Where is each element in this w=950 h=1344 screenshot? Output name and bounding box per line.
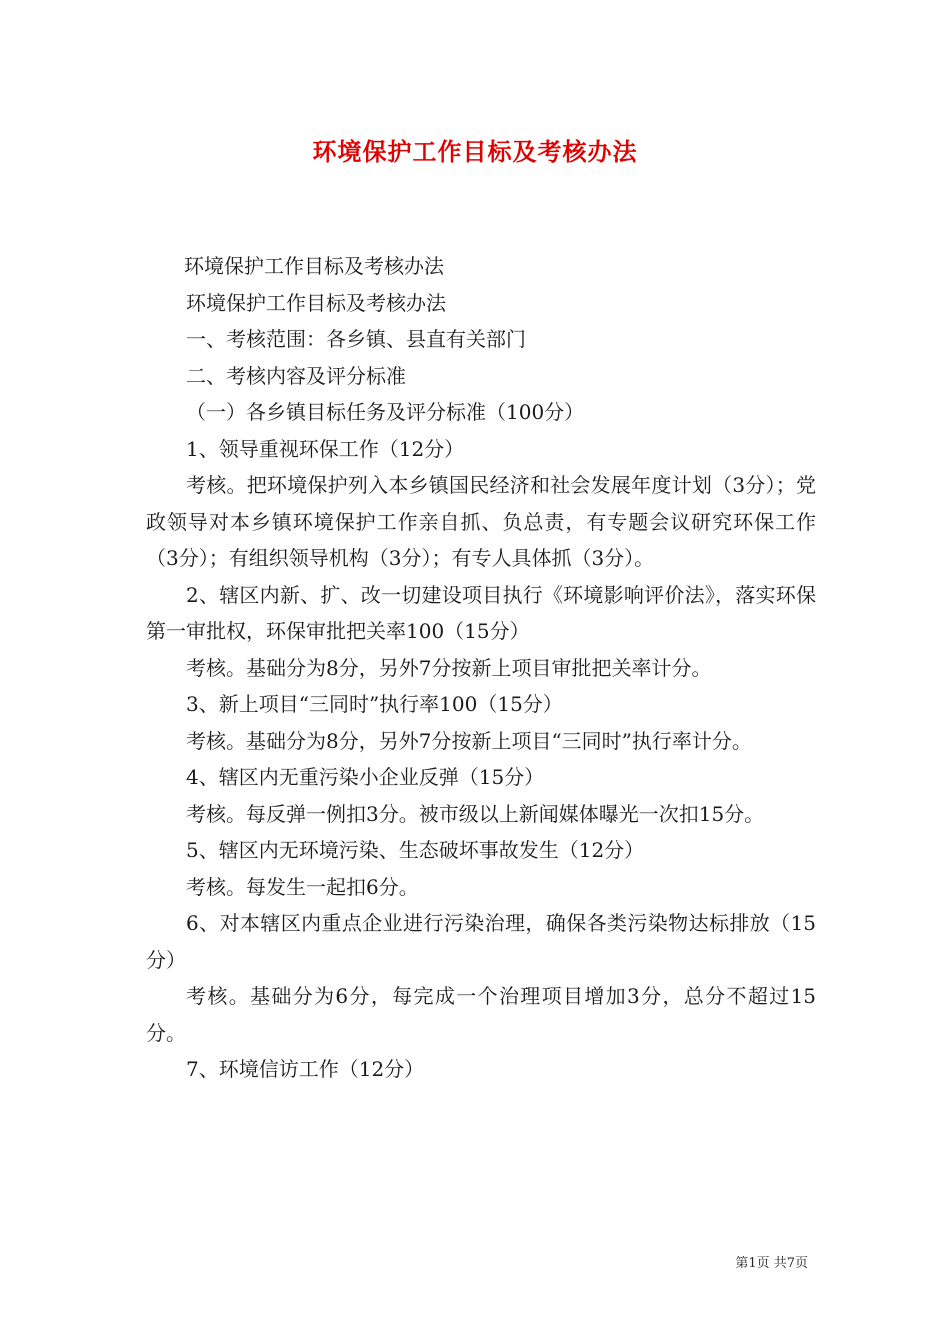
paragraph-item-2: 2、辖区内新、扩、改一切建设项目执行《环境影响评价法》，落实环保第一审批权，环保审批把关率100（15分） bbox=[146, 582, 816, 643]
page-number-footer: 第1页 共7页 bbox=[735, 1256, 808, 1271]
paragraph-item-2-assessment: 考核。基础分为8分，另外7分按新上项目审批把关率计分。 bbox=[186, 655, 712, 680]
paragraph-item-7: 7、环境信访工作（12分） bbox=[186, 1057, 425, 1081]
paragraph-item-3-assessment: 考核。基础分为8分，另外7分按新上项目“三同时”执行率计分。 bbox=[186, 728, 752, 753]
document-body bbox=[146, 248, 816, 1088]
document-title: 环境保护工作目标及考核办法 bbox=[312, 137, 638, 166]
paragraph-item-4-assessment: 考核。每反弹一例扣3分。被市级以上新闻媒体曝光一次扣15分。 bbox=[186, 801, 765, 826]
paragraph-item-6-assessment: 考核。基础分为6分，每完成一个治理项目增加3分，总分不超过15分。 bbox=[146, 984, 816, 1045]
paragraph-heading: 环境保护工作目标及考核办法 bbox=[184, 254, 444, 278]
paragraph-section-one: （一）各乡镇目标任务及评分标准（100分） bbox=[186, 400, 585, 424]
paragraph-item-4: 4、辖区内无重污染小企业反弹（15分） bbox=[186, 765, 545, 789]
paragraph-item-3: 3、新上项目“三同时”执行率100（15分） bbox=[186, 692, 563, 716]
paragraph-item-5: 5、辖区内无环境污染、生态破坏事故发生（12分） bbox=[186, 838, 645, 862]
paragraph-scope: 一、考核范围：各乡镇、县直有关部门 bbox=[186, 327, 526, 351]
paragraph-item-1-assessment: 考核。把环境保护列入本乡镇国民经济和社会发展年度计划（3分）；党政领导对本乡镇环境保护工作亲自抓、负总责，有专题会议研究环保工作（3分）；有组织领导机构（3分）；有专人具体抓（3分）。 bbox=[146, 473, 816, 570]
paragraph-content-title: 二、考核内容及评分标准 bbox=[186, 363, 406, 388]
paragraph-item-6: 6、对本辖区内重点企业进行污染治理，确保各类污染物达标排放（15分） bbox=[146, 911, 816, 972]
paragraph-subheading: 环境保护工作目标及考核办法 bbox=[186, 290, 446, 315]
paragraph-item-1: 1、领导重视环保工作（12分） bbox=[186, 436, 465, 461]
paragraph-item-5-assessment: 考核。每发生一起扣6分。 bbox=[186, 874, 419, 899]
